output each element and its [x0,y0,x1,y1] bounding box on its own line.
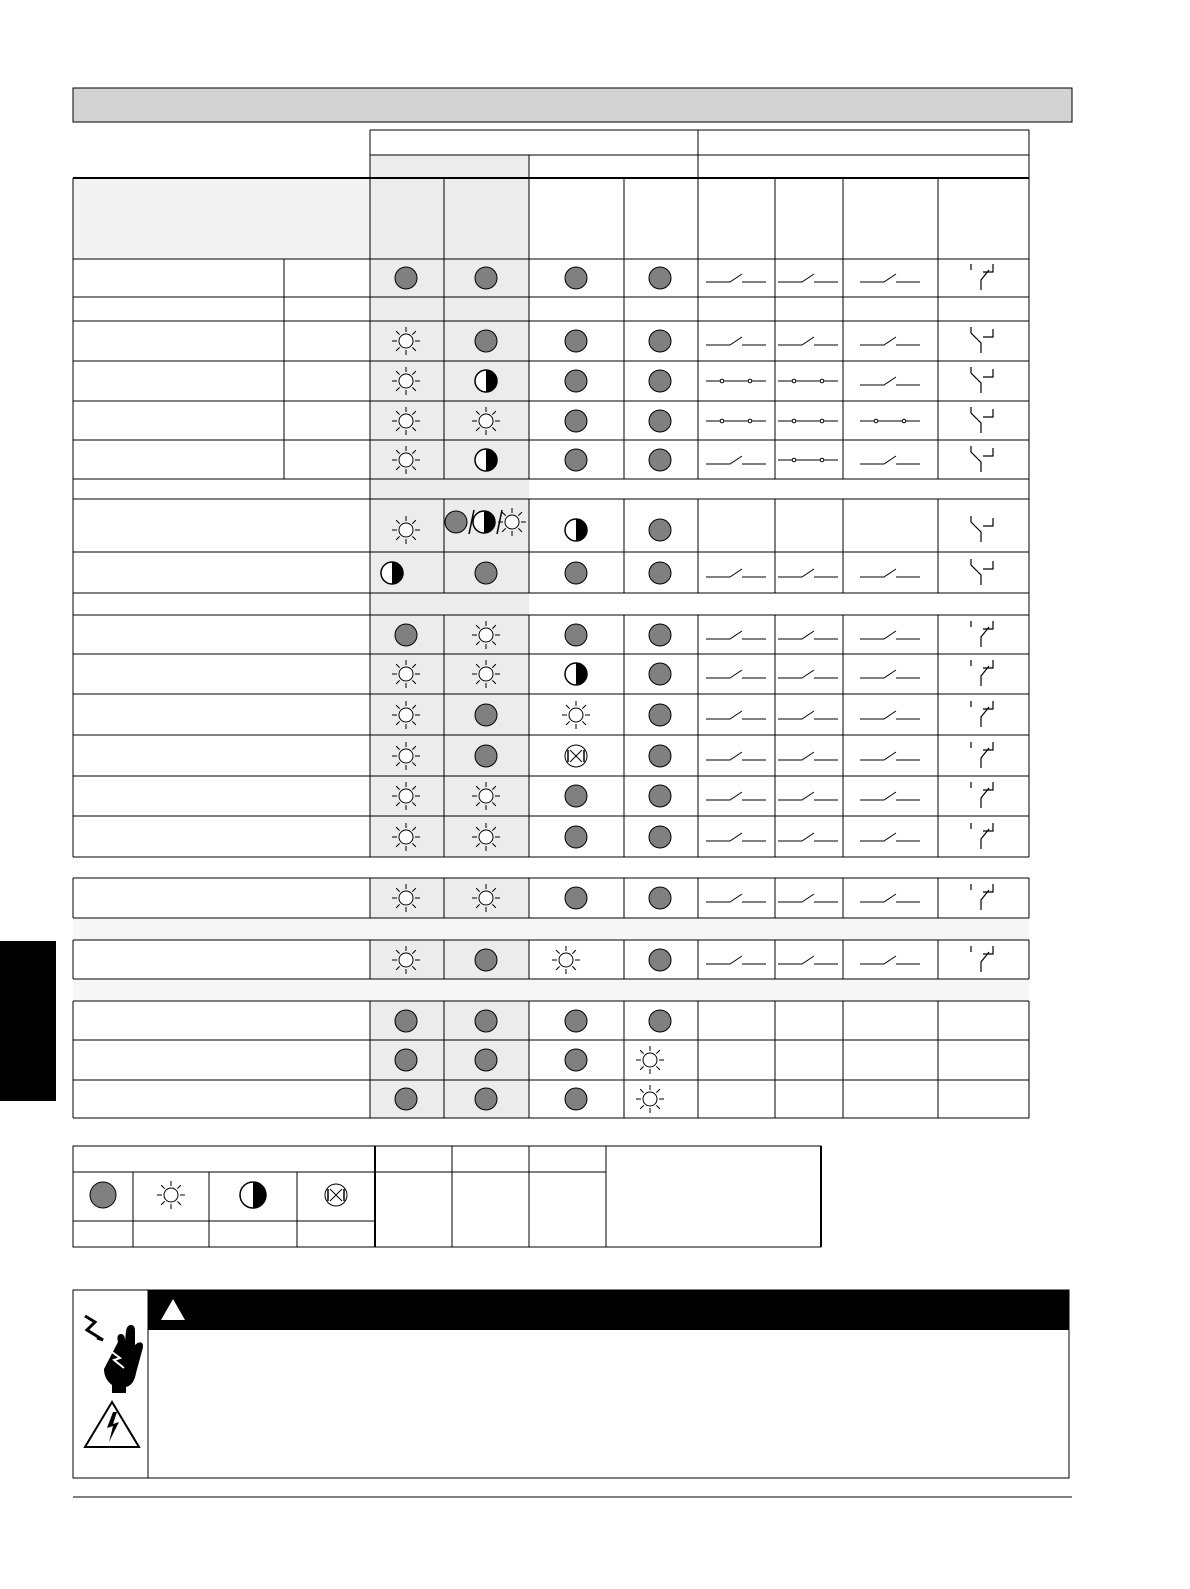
relay-closed-icon [778,379,838,383]
led-flashing-icon [240,1182,266,1208]
led-on-icon [472,782,500,810]
led-flash-icon [381,562,403,584]
led-off-icon [649,1010,671,1032]
led-off-icon [565,562,587,584]
table-row [392,946,993,974]
warning-title-bar [148,1290,1069,1330]
led-on-icon [392,367,420,395]
relay-open-icon [706,670,766,678]
led-flash-icon [475,370,497,392]
led-on-icon [392,884,420,912]
led-off-icon [649,663,671,685]
led-off-icon [475,745,497,767]
relay-open-icon [778,956,838,964]
relay-fault-normal-icon [971,742,993,768]
led-off-icon [475,1049,497,1071]
led-off-icon [565,267,587,289]
table-row [392,327,993,355]
led-off-icon [649,704,671,726]
relay-open-icon [778,631,838,639]
relay-open-icon [860,792,920,800]
led-off-icon [395,267,417,289]
relay-fault-normal-icon [971,660,993,686]
led-off-icon [475,267,497,289]
relay-open-icon [860,274,920,282]
relay-open-icon [706,274,766,282]
led-off-icon [565,826,587,848]
relay-fault-normal-icon [971,621,993,647]
led-on-icon [392,946,420,974]
relay-open-icon [860,569,920,577]
led-off-icon [475,1088,497,1110]
relay-open-icon [860,894,920,902]
relay-open-icon [706,894,766,902]
relay-open-icon [706,752,766,760]
table-row [392,446,993,474]
relay-open-icon [778,337,838,345]
relay-open-icon [860,956,920,964]
led-off-icon [395,1049,417,1071]
led-off-icon [90,1182,116,1208]
led-off-icon [649,745,671,767]
relay-closed-icon [778,458,838,462]
led-off-icon [649,826,671,848]
relay-open-icon [778,833,838,841]
led-off-icon [565,1010,587,1032]
led-on-icon [392,701,420,729]
led-on-icon [392,742,420,770]
led-off-icon [649,519,671,541]
high-voltage-triangle-icon [85,1402,139,1447]
led-off-icon [565,410,587,432]
relay-open-icon [778,670,838,678]
led-off-icon [565,1049,587,1071]
led-off-icon [395,624,417,646]
led-off-icon [649,624,671,646]
led-on-icon [392,782,420,810]
relay-open-icon [860,377,920,385]
led-off-icon [565,624,587,646]
led-on-icon [562,701,590,729]
relay-open-icon [860,711,920,719]
led-on-icon [552,946,580,974]
led-on-icon [392,660,420,688]
table-row [395,264,993,290]
led-off-icon [649,562,671,584]
relay-fault-active-icon [971,559,993,585]
led-on-icon [157,1181,185,1209]
led-off-icon [649,785,671,807]
relay-fault-normal-icon [971,884,993,910]
relay-open-icon [706,956,766,964]
led-off-icon [475,562,497,584]
relay-open-icon [778,711,838,719]
led-off-icon [475,949,497,971]
led-flash-icon [565,663,587,685]
led-fast-icon [565,745,587,767]
relay-open-icon [778,894,838,902]
relay-open-icon [706,456,766,464]
electric-shock-hand-icon [85,1316,143,1393]
relay-open-icon [706,631,766,639]
led-on-icon [392,407,420,435]
led-off-icon [475,704,497,726]
legend-table [73,1146,821,1247]
header-label-cell [73,178,370,259]
relay-open-icon [706,792,766,800]
led-off-icon [475,330,497,352]
led-off-icon [565,330,587,352]
relay-closed-icon [706,419,766,423]
relay-open-icon [778,274,838,282]
led-off-icon [649,887,671,909]
relay-open-icon [706,833,766,841]
led-on-icon [392,516,420,544]
led-column-shade [370,1001,529,1118]
relay-open-icon [706,569,766,577]
relay-fault-normal-icon [971,823,993,849]
relay-fault-normal-icon [971,264,993,290]
relay-open-icon [860,833,920,841]
led-on-icon [392,446,420,474]
relay-fault-active-icon [971,367,993,393]
led-off-icon [475,1010,497,1032]
led-off-icon [649,370,671,392]
led-on-icon [472,621,500,649]
separator-band [73,918,1029,940]
relay-fault-active-icon [971,327,993,353]
relay-open-icon [860,631,920,639]
led-on-icon [392,327,420,355]
relay-open-icon [778,569,838,577]
table-row [392,701,993,729]
led-off-icon [395,1010,417,1032]
led-off-icon [395,1088,417,1110]
table-row [392,742,993,770]
relay-open-icon [706,711,766,719]
relay-open-icon [860,456,920,464]
led-fast-flash-icon [325,1184,347,1206]
relay-open-icon [778,792,838,800]
led-off-icon [649,330,671,352]
relay-closed-icon [778,419,838,423]
led-off-icon [649,949,671,971]
led-flash-icon [475,449,497,471]
led-off-icon [649,267,671,289]
relay-closed-icon [860,419,920,423]
side-tab [0,941,56,1101]
relay-open-icon [860,337,920,345]
led-off-icon [649,449,671,471]
relay-closed-icon [706,379,766,383]
relay-fault-active-icon [971,407,993,433]
relay-fault-normal-icon [971,946,993,972]
relay-fault-active-icon [971,446,993,472]
relay-open-icon [778,752,838,760]
relay-open-icon [860,752,920,760]
led-on-icon [472,884,500,912]
relay-fault-active-icon [971,516,993,542]
led-on-icon [472,407,500,435]
led-on-icon [392,823,420,851]
led-flash-icon [565,519,587,541]
led-on-icon [636,1085,664,1113]
relay-open-icon [860,670,920,678]
led-on-icon [472,823,500,851]
relay-open-icon [706,337,766,345]
led-off-icon [649,410,671,432]
led-off-icon [565,785,587,807]
subheader-shade [370,155,529,178]
led-on-icon [636,1046,664,1074]
led-off-icon [565,370,587,392]
relay-fault-normal-icon [971,701,993,727]
led-on-icon [472,660,500,688]
led-off-icon [565,449,587,471]
led-off-icon [565,887,587,909]
table-row [392,367,993,395]
separator-band [73,979,1029,1001]
header-band [73,88,1072,122]
led-off-icon [565,1088,587,1110]
relay-fault-normal-icon [971,782,993,808]
